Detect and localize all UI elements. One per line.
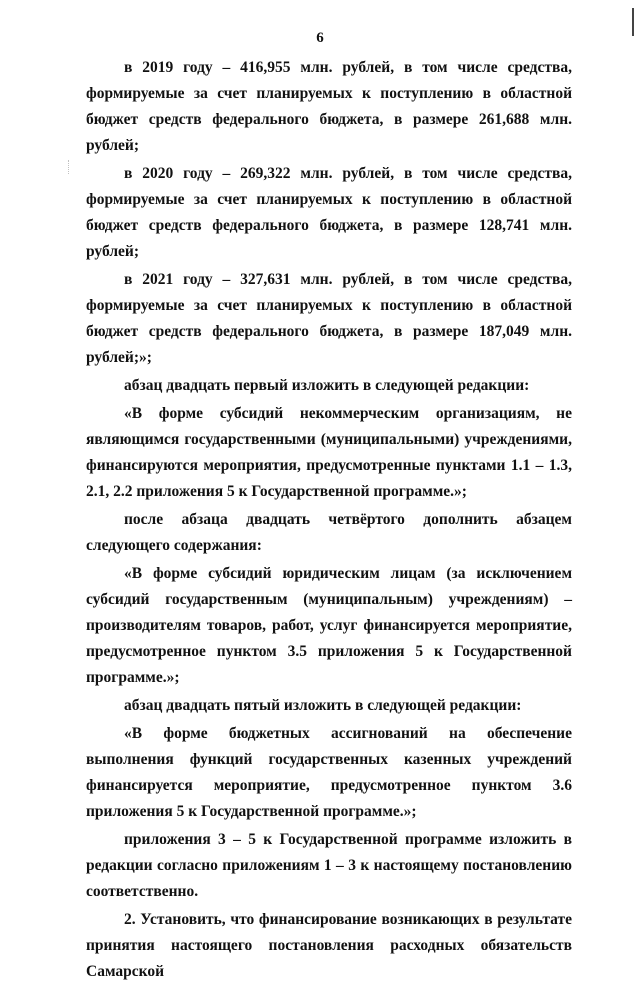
margin-dot-mark bbox=[68, 160, 71, 174]
paragraph-2020: в 2020 году – 269,322 млн. рублей, в том числе средства, формируемые за счет планируемых к поступлению в областной бюджет средств федерального бюджета, в размере 128,741 млн. рублей; bbox=[86, 165, 572, 260]
page-number: 6 bbox=[316, 30, 324, 46]
paragraph-quote-budget: «В форме бюджетных ассигнований на обеспечение выполнения функций государственных казенных учреждений финансируется мероприятие, предусмотренное пунктом 3.6 приложения 5 к Государственной программе.»; bbox=[86, 725, 572, 820]
paragraph-appendices: приложения 3 – 5 к Государственной программе изложить в редакции согласно приложениям 1 – 3 к настоящему постановлению соответственно. bbox=[86, 831, 572, 900]
document-body bbox=[86, 55, 572, 987]
paragraph-item-2: 2. Установить, что финансирование возникающих в результате принятия настоящего постановления расходных обязательств Самарской bbox=[86, 911, 572, 980]
paragraph-instruction-25: абзац двадцать пятый изложить в следующей редакции: bbox=[124, 697, 522, 714]
paragraph-instruction-21: абзац двадцать первый изложить в следующей редакции: bbox=[124, 377, 530, 394]
paragraph-2021: в 2021 году – 327,631 млн. рублей, в том числе средства, формируемые за счет планируемых к поступлению в областной бюджет средств федерального бюджета, в размере 187,049 млн. рублей;»; bbox=[86, 271, 572, 366]
paragraph-quote-legal-entities: «В форме субсидий юридическим лицам (за исключением субсидий государственным (муниципальным) учреждениям) – производителям товаров, работ, услуг финансируется мероприятие, предусмотренное пунктом 3.5 приложения 5 к Государственной программе.»; bbox=[86, 565, 572, 686]
paragraph-instruction-24: после абзаца двадцать четвёртого дополнить абзацем следующего содержания: bbox=[86, 511, 572, 554]
paragraph-2019: в 2019 году – 416,955 млн. рублей, в том числе средства, формируемые за счет планируемых к поступлению в областной бюджет средств федерального бюджета, в размере 261,688 млн. рублей; bbox=[86, 59, 572, 154]
paragraph-quote-nonprofit: «В форме субсидий некоммерческим организациям, не являющимся государственными (муниципальными) учреждениями, финансируются мероприятия, предусмотренные пунктами 1.1 – 1.3, 2.1, 2.2 приложения 5 к Государственной программе.»; bbox=[86, 405, 572, 500]
